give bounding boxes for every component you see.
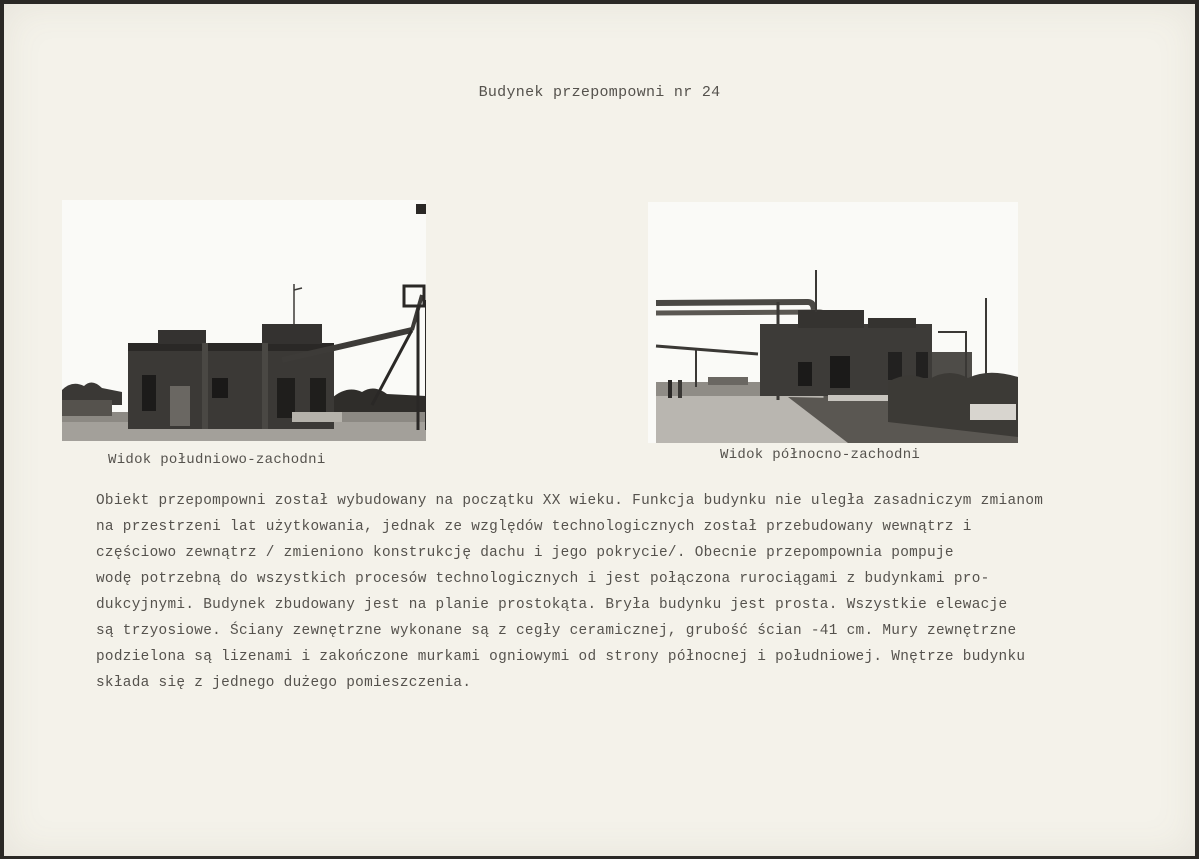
description-line: składa się z jednego dużego pomieszczenia. <box>96 675 472 691</box>
description-line: podzielona są lizenami i zakończone murkami ogniowymi od strony północnej i południowej. Wnętrze budynku <box>96 649 1026 665</box>
description-line: są trzyosiowe. Ściany zewnętrzne wykonane są z cegły ceramicznej, grubość ścian -41 cm. Mury zewnętrzne <box>96 623 1017 639</box>
description-line: dukcyjnymi. Budynek zbudowany jest na planie prostokąta. Bryła budynku jest prosta. Wszystkie elewacje <box>96 597 1008 613</box>
description-line: na przestrzeni lat użytkowania, jednak ze względów technologicznych został przebudowany wewnątrz i <box>96 519 972 535</box>
photo-building-southwest-icon <box>62 200 426 441</box>
photo-southwest <box>62 200 426 441</box>
description-line: wodę potrzebną do wszystkich procesów technologicznych i jest połączona rurociągami z budynkami pro- <box>96 571 990 587</box>
photo-northwest <box>648 202 1018 443</box>
document-page <box>4 4 1195 856</box>
page-title: Budynek przepompowni nr 24 <box>478 84 721 101</box>
description-line: Obiekt przepompowni został wybudowany na początku XX wieku. Funkcja budynku nie uległa zasadniczym zmianom <box>96 493 1044 509</box>
photo-building-northwest-icon <box>648 202 1018 443</box>
photo-caption-southwest: Widok południowo-zachodni <box>108 452 326 468</box>
description-text <box>96 488 1191 696</box>
description-line: częściowo zewnątrz / zmieniono konstrukcję dachu i jego pokrycie/. Obecnie przepompownia pompuje <box>96 545 954 561</box>
photo-caption-northwest: Widok północno-zachodni <box>720 447 921 463</box>
